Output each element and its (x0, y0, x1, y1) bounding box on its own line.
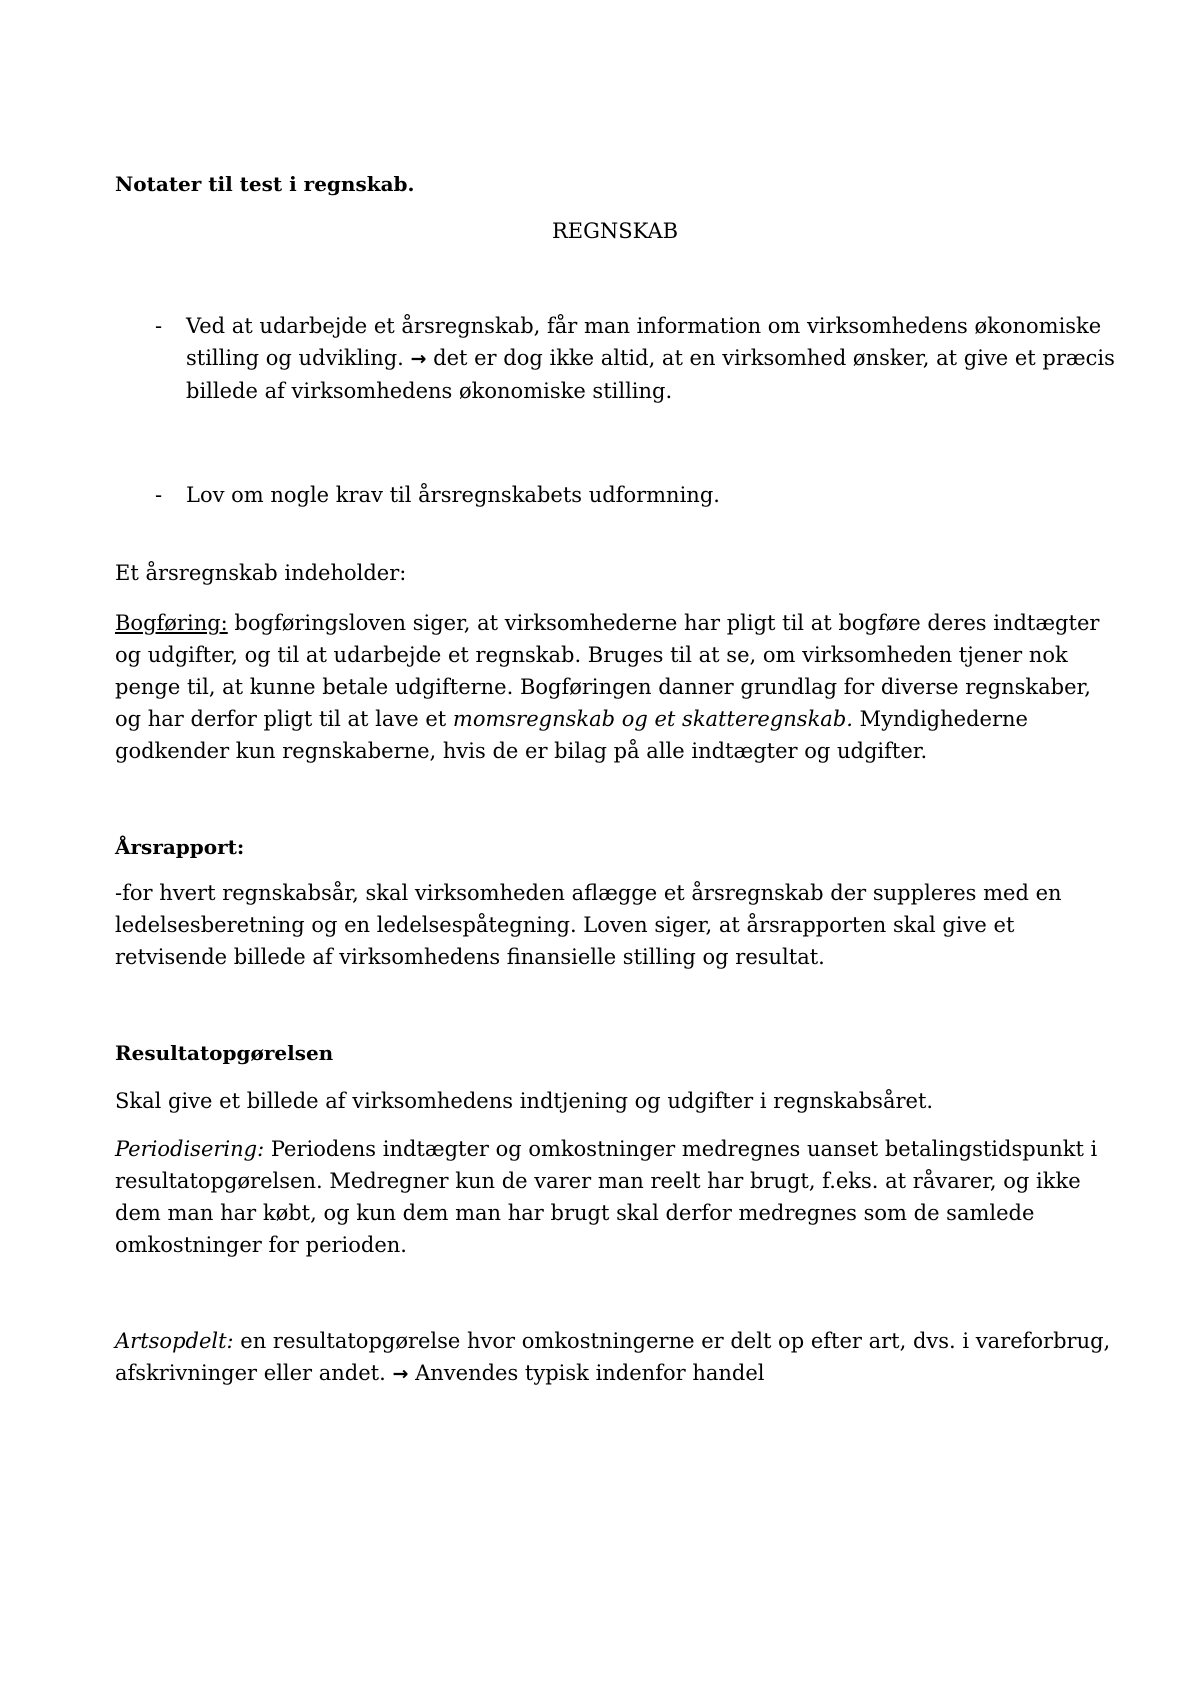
bogforing-paragraph (115, 607, 1115, 767)
bogforing-text: bogføringsloven siger, at virksomhederne har pligt til at bogføre deres indtægter og udgifter, og til at udarbejde et regnskab. Bruges til at se, om virksomheden tjener nok penge til, at kunne betale udgifterne. Bogføringen danner grundlag for diverse regnskaber, og har derfor pligt til at lave et (115, 611, 1100, 731)
document-title: Notater til test i regnskab. (115, 172, 415, 196)
bullet-list (115, 310, 1115, 511)
periodisering-label: Periodisering: (115, 1137, 265, 1161)
intro-text: Et årsregnskab indeholder: (115, 561, 407, 585)
bogforing-label: Bogføring: (115, 611, 228, 635)
arsrapport-heading: Årsrapport: (115, 835, 245, 859)
artsopdelt-text-end: Anvendes typisk indenfor handel (415, 1361, 765, 1385)
center-heading: REGNSKAB (551, 219, 679, 243)
bullet-dash: - (155, 483, 163, 507)
periodisering-paragraph (115, 1133, 1115, 1261)
artsopdelt-text: en resultatopgørelse hvor omkostningerne er delt op efter art, dvs. i vareforbrug, afskrivninger eller andet. (115, 1329, 1111, 1385)
bullet-dash: - (155, 314, 163, 338)
bullet-text-continued: det er dog ikke altid, at en virksomhed ønsker, at give et præcis billede af virksomhedens økonomiske stilling. (186, 346, 1115, 403)
arsrapport-text: -for hvert regnskabsår, skal virksomheden aflægge et årsregnskab der suppleres med en ledelsesberetning og en ledelsespåtegning. Loven siger, at årsrapporten skal give et retvisende billede af virksomhedens finansielle stilling og resultat. (115, 881, 1062, 969)
arrow-right-icon: → (392, 1363, 409, 1385)
list-item (115, 310, 1115, 407)
arrow-right-icon: → (410, 348, 427, 370)
artsopdelt-paragraph (115, 1325, 1115, 1390)
bullet-text: Lov om nogle krav til årsregnskabets udformning. (186, 483, 720, 507)
resultatopgorelsen-heading: Resultatopgørelsen (115, 1041, 334, 1065)
bullet-text: Ved at udarbejde et årsregnskab, får man information om virksomhedens økonomiske stilling og udvikling. (186, 314, 1102, 370)
document-page (115, 170, 1115, 1390)
resultatopgorelsen-text: Skal give et billede af virksomhedens indtjening og udgifter i regnskabsåret. (115, 1089, 934, 1113)
bogforing-text-end: Myndighederne godkender kun regnskaberne, hvis de er bilag på alle indtægter og udgifter. (115, 707, 1028, 763)
bogforing-italic-text: momsregnskab og et skatteregnskab. (452, 707, 853, 731)
periodisering-text: Periodens indtægter og omkostninger medregnes uanset betalingstidspunkt i resultatopgørelsen. Medregner kun de varer man reelt har brugt, f.eks. at råvarer, og ikke dem man har købt, og kun dem man har brugt skal derfor medregnes som de samlede omkostninger for perioden. (115, 1137, 1098, 1257)
list-item (115, 479, 1115, 511)
artsopdelt-label: Artsopdelt: (115, 1329, 234, 1353)
